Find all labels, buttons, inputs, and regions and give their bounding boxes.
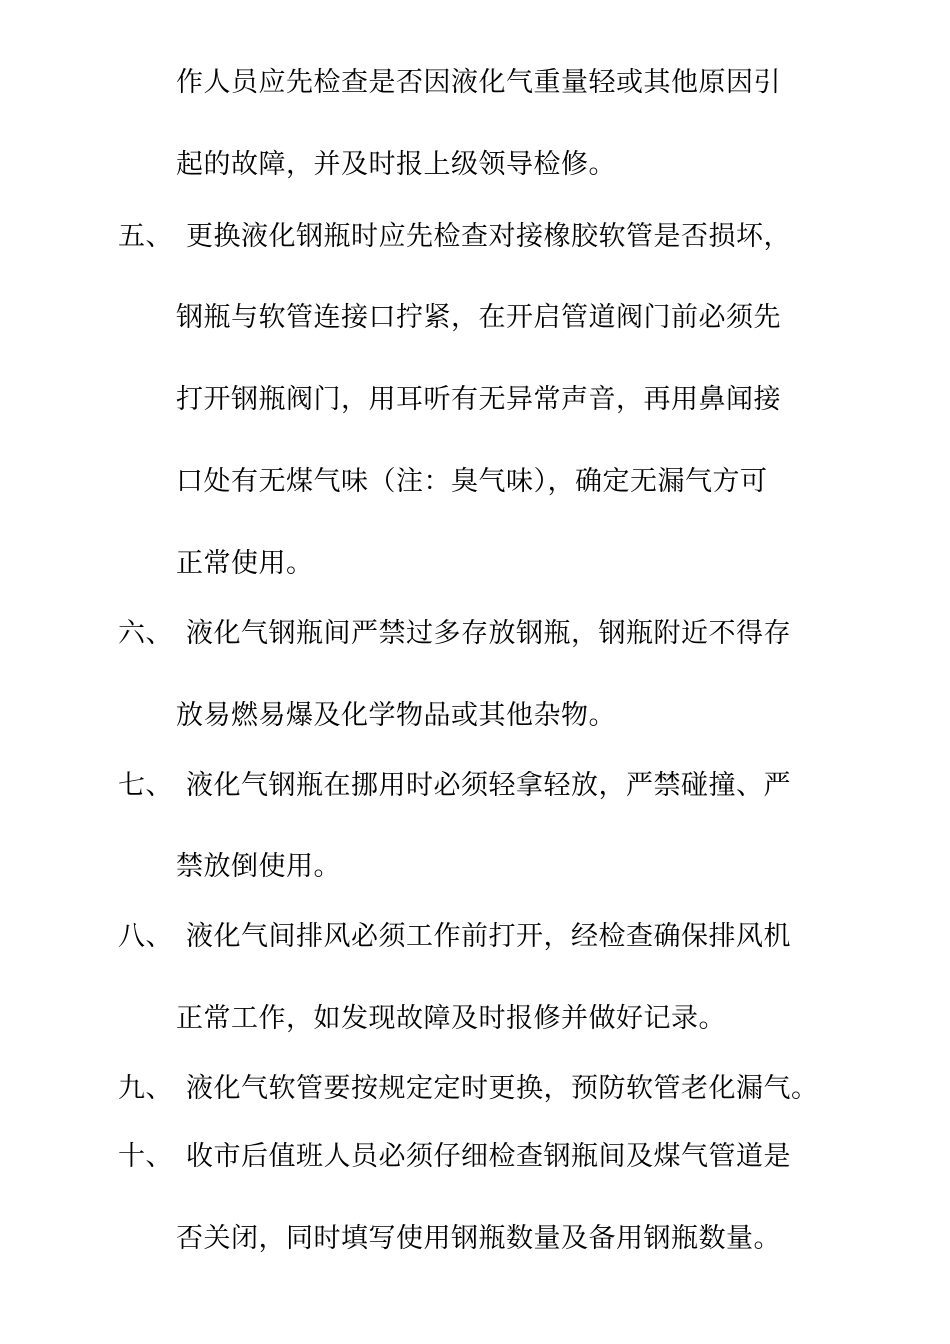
item-number-nine: 九、 <box>118 1073 173 1104</box>
paragraph-line: 液化气软管要按规定定时更换，预防软管老化漏气。 <box>186 1073 819 1104</box>
paragraph-line: 口处有无煤气味（注：臭气味），确定无漏气方可 <box>176 466 768 497</box>
paragraph-line: 打开钢瓶阀门，用耳听有无异常声音，再用鼻闻接 <box>176 384 781 415</box>
paragraph-line: 钢瓶与软管连接口拧紧，在开启管道阀门前必须先 <box>176 302 781 333</box>
item-number-seven: 七、 <box>118 770 173 801</box>
paragraph-line: 否关闭，同时填写使用钢瓶数量及备用钢瓶数量。 <box>176 1223 781 1254</box>
paragraph-line: 液化气间排风必须工作前打开，经检查确保排风机 <box>186 921 791 952</box>
paragraph-line: 放易燃易爆及化学物品或其他杂物。 <box>176 700 616 731</box>
item-number-eight: 八、 <box>118 921 173 952</box>
paragraph-line: 正常使用。 <box>176 548 314 579</box>
paragraph-line: 液化气钢瓶间严禁过多存放钢瓶，钢瓶附近不得存 <box>186 618 791 649</box>
item-number-five: 五、 <box>118 221 173 252</box>
paragraph-line: 收市后值班人员必须仔细检查钢瓶间及煤气管道是 <box>186 1141 791 1172</box>
paragraph-line: 正常工作，如发现故障及时报修并做好记录。 <box>176 1003 726 1034</box>
paragraph-line: 作人员应先检查是否因液化气重量轻或其他原因引 <box>176 67 781 98</box>
paragraph-line: 禁放倒使用。 <box>176 851 341 882</box>
paragraph-line: 起的故障，并及时报上级领导检修。 <box>176 149 616 180</box>
item-number-six: 六、 <box>118 618 173 649</box>
item-number-ten: 十、 <box>118 1141 173 1172</box>
paragraph-line: 液化气钢瓶在挪用时必须轻拿轻放，严禁碰撞、严 <box>186 770 791 801</box>
paragraph-line: 更换液化钢瓶时应先检查对接橡胶软管是否损坏， <box>186 221 791 252</box>
